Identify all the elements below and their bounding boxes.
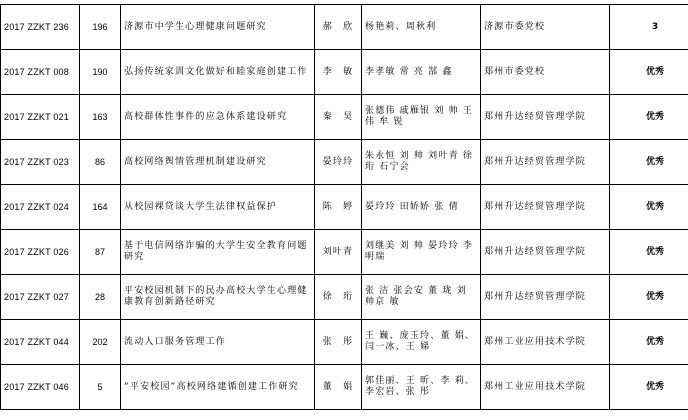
row-code-cell: 2017 ZZKT 026	[1, 230, 80, 275]
row-leader-cell: 刘叶青	[315, 230, 362, 275]
row-leader-cell: 晏玲玲	[315, 140, 362, 185]
row-title-cell: 济源市中学生心理健康问题研究	[121, 5, 315, 50]
table-row	[1, 320, 688, 365]
row-members-cell: 李孝敏 常 亮 郜 鑫	[362, 50, 481, 95]
row-award-cell: 优秀	[610, 95, 688, 140]
table-row	[1, 275, 688, 320]
row-members-cell: 刘继美 刘 帅 晏玲玲 李明瑞	[362, 230, 481, 275]
row-members-cell: 郭佳丽、王 昕、李 莉、李宏岩、张 彤	[362, 365, 481, 410]
row-leader-cell: 秦 昊	[315, 95, 362, 140]
row-number-cell: 5	[80, 365, 121, 410]
table-row	[1, 50, 688, 95]
row-award-cell: 优秀	[610, 50, 688, 95]
row-members-cell: 朱永恒 刘 帅 刘叶青 徐 珩 石宁会	[362, 140, 481, 185]
row-code-cell: 2017 ZZKT 027	[1, 275, 80, 320]
row-leader-cell: 张 彤	[315, 320, 362, 365]
row-code-cell: 2017 ZZKT 008	[1, 50, 80, 95]
row-code-cell: 2017 ZZKT 021	[1, 95, 80, 140]
table-row	[1, 365, 688, 410]
row-unit-cell: 郑州升达经贸管理学院	[481, 230, 610, 275]
row-award-cell: 优秀	[610, 140, 688, 185]
row-unit-cell: 郑州升达经贸管理学院	[481, 275, 610, 320]
row-number-cell: 202	[80, 320, 121, 365]
row-award-cell: 优秀	[610, 275, 688, 320]
row-members-cell: 晏玲玲 田娇娇 张 倩	[362, 185, 481, 230]
row-code-cell: 2017 ZZKT 046	[1, 365, 80, 410]
row-number-cell: 164	[80, 185, 121, 230]
row-unit-cell: 郑州升达经贸管理学院	[481, 185, 610, 230]
row-title-cell: 流动人口服务管理工作	[121, 320, 315, 365]
row-leader-cell: 董 娟	[315, 365, 362, 410]
record-table-body	[1, 5, 688, 410]
row-unit-cell: 郑州工业应用技术学院	[481, 365, 610, 410]
row-members-cell: 张 洁 张会安 董 珑 刘帅京 敏	[362, 275, 481, 320]
row-number-cell: 28	[80, 275, 121, 320]
row-members-cell: 张德伟 戚雁银 刘 帅 王 伟 牟 锐	[362, 95, 481, 140]
row-leader-cell: 徐 珩	[315, 275, 362, 320]
row-title-cell: “平安校园”高校网络建循创建工作研究	[121, 365, 315, 410]
table-row	[1, 185, 688, 230]
row-title-cell: 从校园裸贷谈大学生法律权益保护	[121, 185, 315, 230]
row-leader-cell: 李 敏	[315, 50, 362, 95]
row-members-cell: 杨艳莉、周秋利	[362, 5, 481, 50]
row-code-cell: 2017 ZZKT 044	[1, 320, 80, 365]
row-award-cell: 优秀	[610, 185, 688, 230]
table-row	[1, 230, 688, 275]
row-number-cell: 190	[80, 50, 121, 95]
row-title-cell: 平安校园机制下的民办高校大学生心理健康教育创新路径研究	[121, 275, 315, 320]
row-members-cell: 王 巍、庞玉玲、董 娟、闫一冰、王 娣	[362, 320, 481, 365]
row-title-cell: 高校群体性事件的应急体系建设研究	[121, 95, 315, 140]
table-row	[1, 95, 688, 140]
row-unit-cell: 郑州升达经贸管理学院	[481, 95, 610, 140]
row-leader-cell: 郝 欣	[315, 5, 362, 50]
row-unit-cell: 郑州工业应用技术学院	[481, 320, 610, 365]
row-unit-cell: 郑州升达经贸管理学院	[481, 140, 610, 185]
row-title-cell: 弘扬传统家训文化做好和睦家庭创建工作	[121, 50, 315, 95]
row-number-cell: 86	[80, 140, 121, 185]
row-award-cell: 优秀	[610, 365, 688, 410]
table-row	[1, 5, 688, 50]
row-number-cell: 163	[80, 95, 121, 140]
row-number-cell: 87	[80, 230, 121, 275]
row-code-cell: 2017 ZZKT 236	[1, 5, 80, 50]
record-table	[0, 4, 688, 410]
row-award-cell: 3	[610, 5, 688, 50]
row-number-cell: 196	[80, 5, 121, 50]
row-unit-cell: 郑州市委党校	[481, 50, 610, 95]
row-unit-cell: 济源市委党校	[481, 5, 610, 50]
row-leader-cell: 陈 婷	[315, 185, 362, 230]
row-code-cell: 2017 ZZKT 024	[1, 185, 80, 230]
row-title-cell: 基于电信网络诈骗的大学生安全教育问题研究	[121, 230, 315, 275]
row-code-cell: 2017 ZZKT 023	[1, 140, 80, 185]
row-award-cell: 优秀	[610, 230, 688, 275]
row-award-cell: 优秀	[610, 320, 688, 365]
row-title-cell: 高校网络舆情管理机制建设研究	[121, 140, 315, 185]
table-row	[1, 140, 688, 185]
